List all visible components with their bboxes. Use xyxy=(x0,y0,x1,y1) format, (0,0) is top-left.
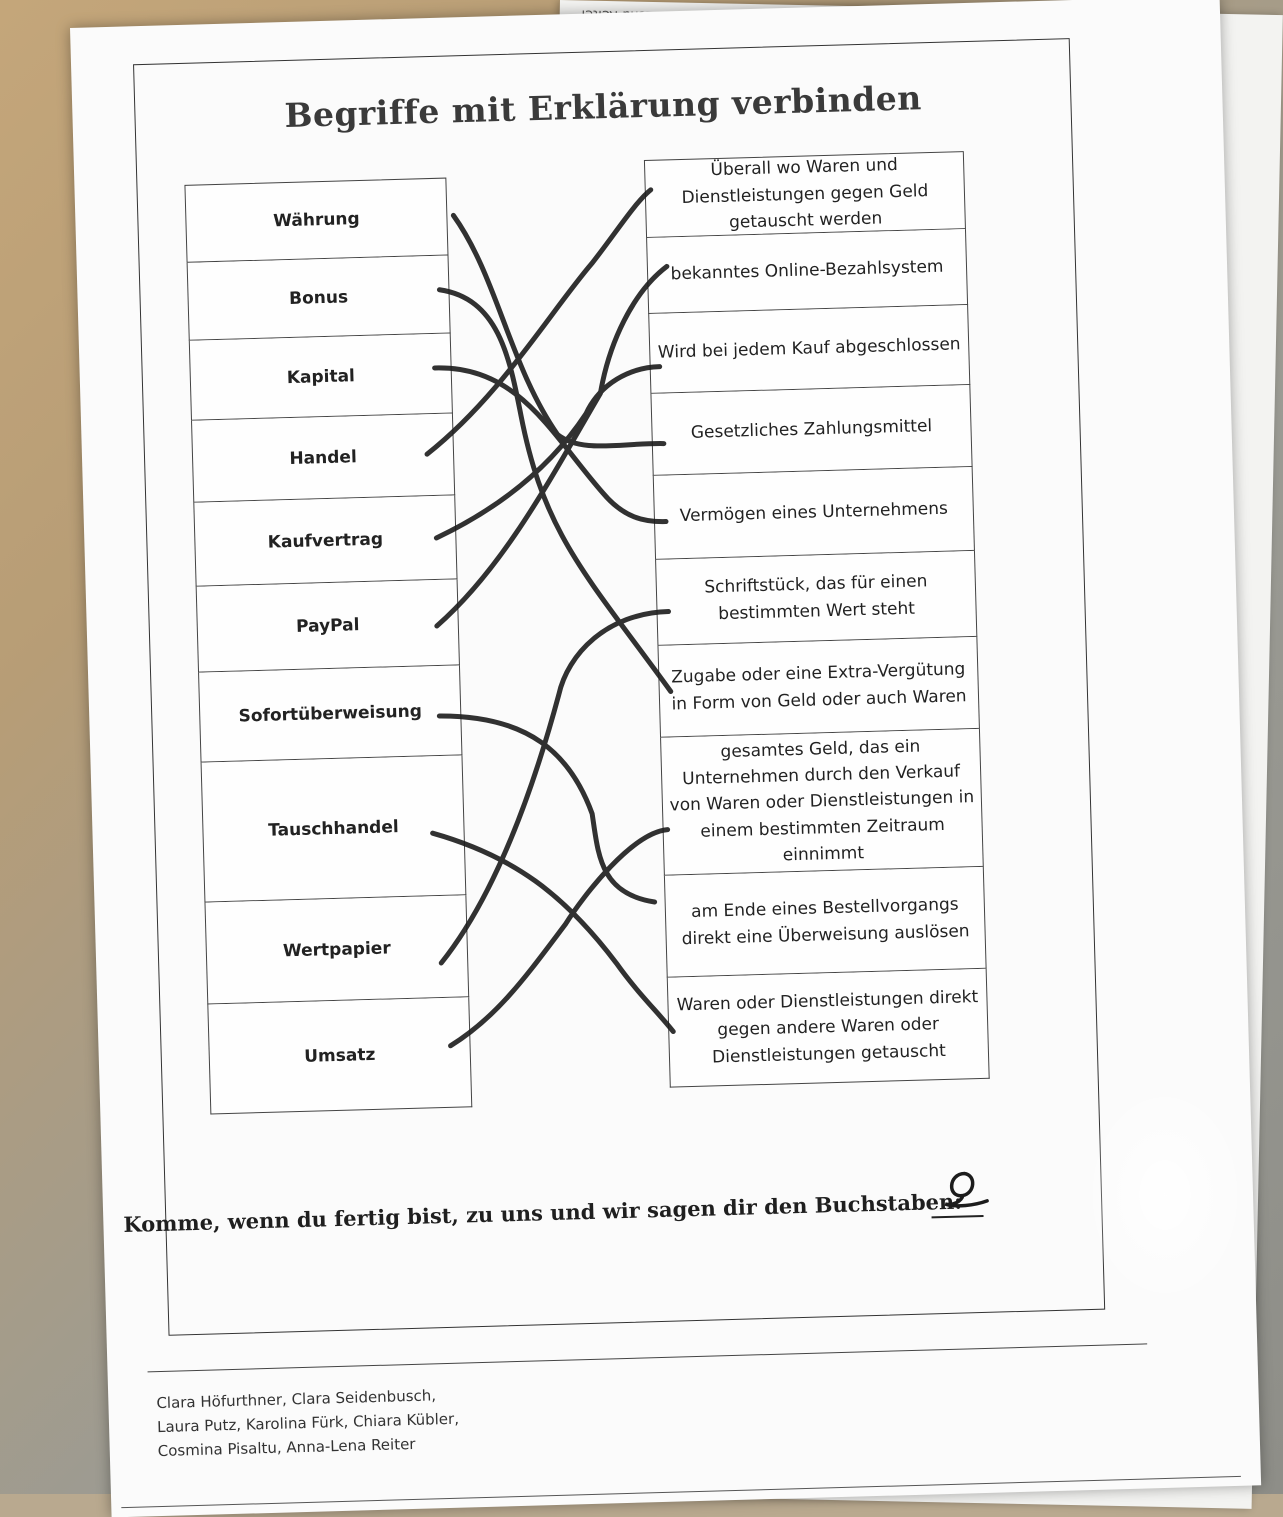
definition-8[interactable]: gesamtes Geld, das ein Unternehmen durch den Verkauf von Waren oder Dienstleistungen in einem bestimmten Zeitraum einnimmt xyxy=(660,729,984,876)
definition-6[interactable]: Schriftstück, das für einen bestimmten Wert steht xyxy=(655,551,977,646)
definition-3[interactable]: Wird bei jedem Kauf abgeschlossen xyxy=(648,305,970,394)
definition-10[interactable]: Waren oder Dienstleistungen direkt gegen andere Waren oder Dienstleistungen getauscht xyxy=(667,969,990,1088)
term-umsatz[interactable]: Umsatz xyxy=(207,997,472,1114)
term-kapital[interactable]: Kapital xyxy=(189,333,453,420)
definition-9[interactable]: am Ende eines Bestellvorgangs direkt eine Überweisung auslösen xyxy=(664,867,987,978)
worksheet-title: Begriffe mit Erklärung verbinden xyxy=(283,78,923,136)
definitions-column xyxy=(644,151,990,1088)
term-paypal[interactable]: PayPal xyxy=(196,579,460,672)
separator-line xyxy=(148,1343,1148,1372)
term-waehrung[interactable]: Währung xyxy=(184,178,448,263)
handwritten-answer-q xyxy=(934,1163,995,1211)
definition-2[interactable]: bekanntes Online-Bezahlsystem xyxy=(646,229,968,314)
authors-credit: Clara Höfurthner, Clara Seidenbusch, Laura Putz, Karolina Fürk, Chiara Kübler, Cosmina Pisaltu, Anna-Lena Reiter xyxy=(156,1386,460,1461)
definition-5[interactable]: Vermögen eines Unternehmens xyxy=(653,467,975,560)
definition-7[interactable]: Zugabe oder eine Extra-Vergütung in Form von Geld oder auch Waren xyxy=(657,637,979,738)
term-bonus[interactable]: Bonus xyxy=(187,256,451,341)
term-kaufvertrag[interactable]: Kaufvertrag xyxy=(193,495,457,586)
terms-column xyxy=(184,178,472,1115)
term-wertpapier[interactable]: Wertpapier xyxy=(204,895,469,1004)
term-tauschhandel[interactable]: Tauschhandel xyxy=(201,755,467,902)
definition-1[interactable]: Überall wo Waren und Dienstleistungen gegen Geld getauscht werden xyxy=(644,151,966,238)
term-sofortueberweisung[interactable]: Sofortüberweisung xyxy=(198,665,462,762)
lamination-glare xyxy=(1080,1080,1250,1310)
instruction-footer: Komme, wenn du fertig bist, zu uns und wir sagen dir den Buchstaben: xyxy=(123,1188,963,1237)
term-handel[interactable]: Handel xyxy=(191,413,455,502)
definition-4[interactable]: Gesetzliches Zahlungsmittel xyxy=(650,385,972,476)
